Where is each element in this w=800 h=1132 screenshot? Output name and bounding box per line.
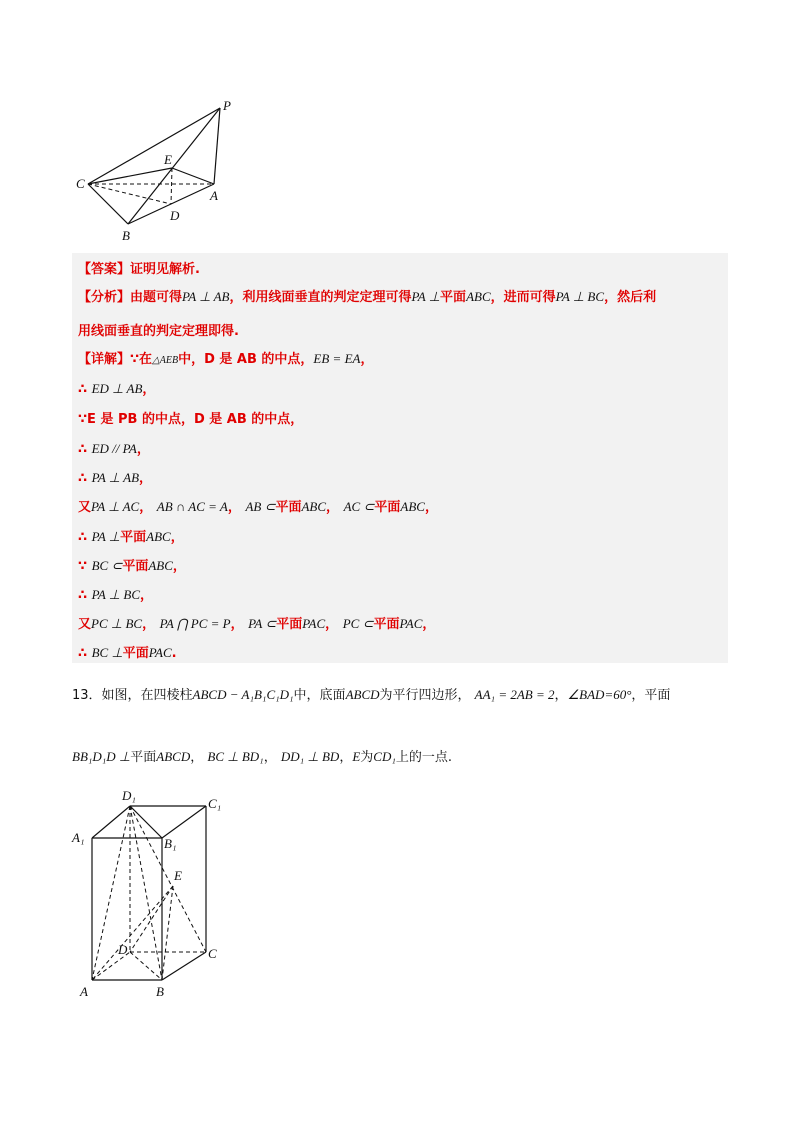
math-expr: PAC: [302, 616, 326, 631]
math-expr: PA ⊥: [91, 529, 121, 544]
math-expr: PA ⊥ BC: [555, 289, 605, 304]
math-expr: DD₁ ⊥ BD: [280, 749, 340, 764]
tetrahedron-figure: [72, 96, 242, 246]
question-text: ，: [554, 688, 568, 703]
question-text: 上的一点.: [395, 750, 453, 765]
detail-text: ∵在: [130, 352, 153, 367]
step-text: 平面: [374, 500, 401, 515]
math-expr: BB₁D₁D ⊥: [72, 749, 131, 764]
therefore-symbol: ∴: [78, 588, 88, 603]
math-expr: ABCD: [345, 687, 380, 702]
analysis-text: ，利用线面垂直的判定定理可得: [229, 290, 412, 305]
step-2: ∵E 是 PB 的中点，D 是 AB 的中点，: [78, 412, 304, 427]
prism-figure: [70, 784, 240, 1004]
edge-cb: [88, 184, 128, 224]
step-7: [78, 555, 186, 574]
label-c: C: [76, 176, 85, 191]
punct: ，: [140, 588, 154, 603]
edge-ea: [172, 168, 214, 184]
edge-ed-dashed: [171, 168, 172, 204]
step-text: 平面: [373, 617, 400, 632]
step-1: [78, 378, 155, 397]
math-expr: PA ⊥ AB: [91, 470, 140, 485]
label-a1: A₁: [72, 830, 85, 845]
because-symbol: ∵: [78, 559, 88, 574]
edge-db-dashed: [130, 952, 162, 980]
step-9: [78, 613, 435, 632]
question-text: 中，底面: [293, 688, 346, 703]
analysis-text: 由题可得: [130, 290, 183, 305]
question-text: ，: [263, 750, 277, 765]
analysis-text: ，进而可得: [490, 290, 556, 305]
math-expr: BC ⊥: [91, 645, 123, 660]
math-expr: ED // PA: [91, 441, 137, 456]
question-text: 平面: [130, 750, 157, 765]
step-text: 平面: [276, 617, 303, 632]
punct: ，: [139, 471, 153, 486]
math-expr: PAC: [148, 645, 172, 660]
therefore-symbol: ∴: [78, 382, 88, 397]
punct: ，: [136, 442, 150, 457]
question-text: ，: [339, 750, 353, 765]
edge-a1d1: [92, 806, 130, 838]
math-expr: △AEB: [152, 355, 179, 366]
edge-pb: [128, 108, 220, 224]
math-expr: AB ∩ AC = A: [156, 499, 228, 514]
math-expr: E: [352, 749, 361, 764]
punct: ，: [227, 500, 241, 515]
punct: .: [171, 646, 177, 661]
math-expr: PA ⊥: [411, 289, 441, 304]
math-expr: PA ⊥ BC: [91, 587, 140, 602]
therefore-symbol: ∴: [78, 530, 88, 545]
question-number: 13．如图，在四棱柱: [72, 688, 193, 703]
therefore-symbol: ∴: [78, 471, 88, 486]
step-6: [78, 526, 184, 545]
math-expr: ABC: [301, 499, 327, 514]
edge-d1b1: [130, 806, 162, 838]
question-text: 为平行四边形，: [379, 688, 471, 703]
question-text: 为: [360, 750, 374, 765]
math-expr: BC ⊂: [91, 558, 123, 573]
answer-line: [78, 258, 200, 277]
math-expr: ABC: [400, 499, 425, 514]
math-expr: CD₁: [373, 749, 396, 764]
label-b: B: [156, 984, 164, 999]
math-expr: PA ⊥ AB: [182, 289, 230, 304]
math-expr: ABC: [466, 289, 491, 304]
step-3: [78, 438, 150, 457]
label-a: A: [210, 188, 218, 203]
question-13-line-1: [72, 684, 670, 703]
math-expr: EB = EA: [313, 351, 361, 366]
edge-pa: [214, 108, 220, 184]
label-b: B: [122, 228, 130, 243]
answer-text: 证明见解析.: [130, 262, 200, 277]
edge-cd-dashed: [88, 184, 171, 204]
math-expr: PA ⊂: [248, 616, 277, 631]
punct: ，: [326, 500, 340, 515]
step-text: 又: [78, 500, 92, 515]
punct: ，: [170, 530, 184, 545]
math-expr: ABC: [146, 529, 171, 544]
math-expr: PA ⊥ AC: [91, 499, 140, 514]
punct: ，: [142, 617, 156, 632]
math-expr: AB ⊂: [245, 499, 276, 514]
label-c: C: [208, 946, 217, 961]
math-expr: PAC: [399, 616, 423, 631]
edge-c1b1: [162, 806, 206, 838]
math-expr: PC ⊥ BC: [91, 616, 143, 631]
analysis-tag: 【分析】: [78, 290, 131, 305]
question-13-line-2: [72, 746, 452, 765]
punct: ，: [142, 382, 156, 397]
step-4: [78, 467, 152, 486]
therefore-symbol: ∴: [78, 646, 88, 661]
step-text: 平面: [122, 646, 149, 661]
punct: ，: [230, 617, 244, 632]
label-a: A: [80, 984, 88, 999]
analysis-line-1: [78, 286, 656, 305]
math-expr: PC ⊂: [342, 616, 374, 631]
punct: ，: [139, 500, 153, 515]
step-8: [78, 584, 153, 603]
edge-ce: [88, 168, 172, 184]
analysis-text: ，然后利: [604, 290, 657, 305]
detail-text: 中，D 是 AB 的中点，: [178, 352, 314, 367]
detail-text: ，: [360, 352, 374, 367]
math-expr: PA ⋂ PC = P: [159, 616, 231, 631]
step-text: 平面: [122, 559, 149, 574]
punct: ，: [325, 617, 339, 632]
edge-bc: [162, 952, 206, 980]
label-e: E: [174, 868, 182, 883]
math-expr: AA₁ = 2AB = 2: [474, 687, 555, 702]
punct: ，: [424, 500, 438, 515]
label-b1: B₁: [164, 836, 177, 851]
punct: ，: [422, 617, 436, 632]
step-text: 又: [78, 617, 92, 632]
label-p: P: [223, 98, 231, 113]
math-expr: ABC: [148, 558, 173, 573]
question-text: ，: [190, 750, 204, 765]
detail-tag: 【详解】: [78, 352, 131, 367]
edge-ea-dashed: [92, 886, 173, 980]
step-10: [78, 642, 177, 661]
math-expr: ABCD: [156, 749, 191, 764]
edge-d1b-dashed: [130, 806, 162, 980]
question-text: ，平面: [631, 688, 671, 703]
math-expr: AC ⊂: [343, 499, 375, 514]
edge-cp: [88, 108, 220, 184]
answer-tag: 【答案】: [78, 262, 131, 277]
solution-box: [72, 253, 728, 663]
math-expr: ABCD − A₁B₁C₁D₁: [192, 687, 294, 702]
analysis-line-2: 用线面垂直的判定定理即得.: [78, 324, 239, 339]
step-text: 平面: [275, 500, 302, 515]
label-d1: D₁: [122, 788, 136, 803]
detail-line-1: [78, 348, 373, 367]
step-5: [78, 496, 438, 515]
label-d: D: [118, 942, 128, 957]
math-expr: ∠BAD=60°: [567, 687, 632, 702]
analysis-text: 平面: [440, 290, 467, 305]
label-d: D: [170, 208, 180, 223]
label-e: E: [164, 152, 172, 167]
math-expr: BC ⊥ BD₁: [207, 749, 264, 764]
math-expr: ED ⊥ AB: [91, 381, 143, 396]
label-c1: C₁: [208, 796, 222, 811]
punct: ，: [172, 559, 186, 574]
therefore-symbol: ∴: [78, 442, 88, 457]
step-text: 平面: [120, 530, 147, 545]
